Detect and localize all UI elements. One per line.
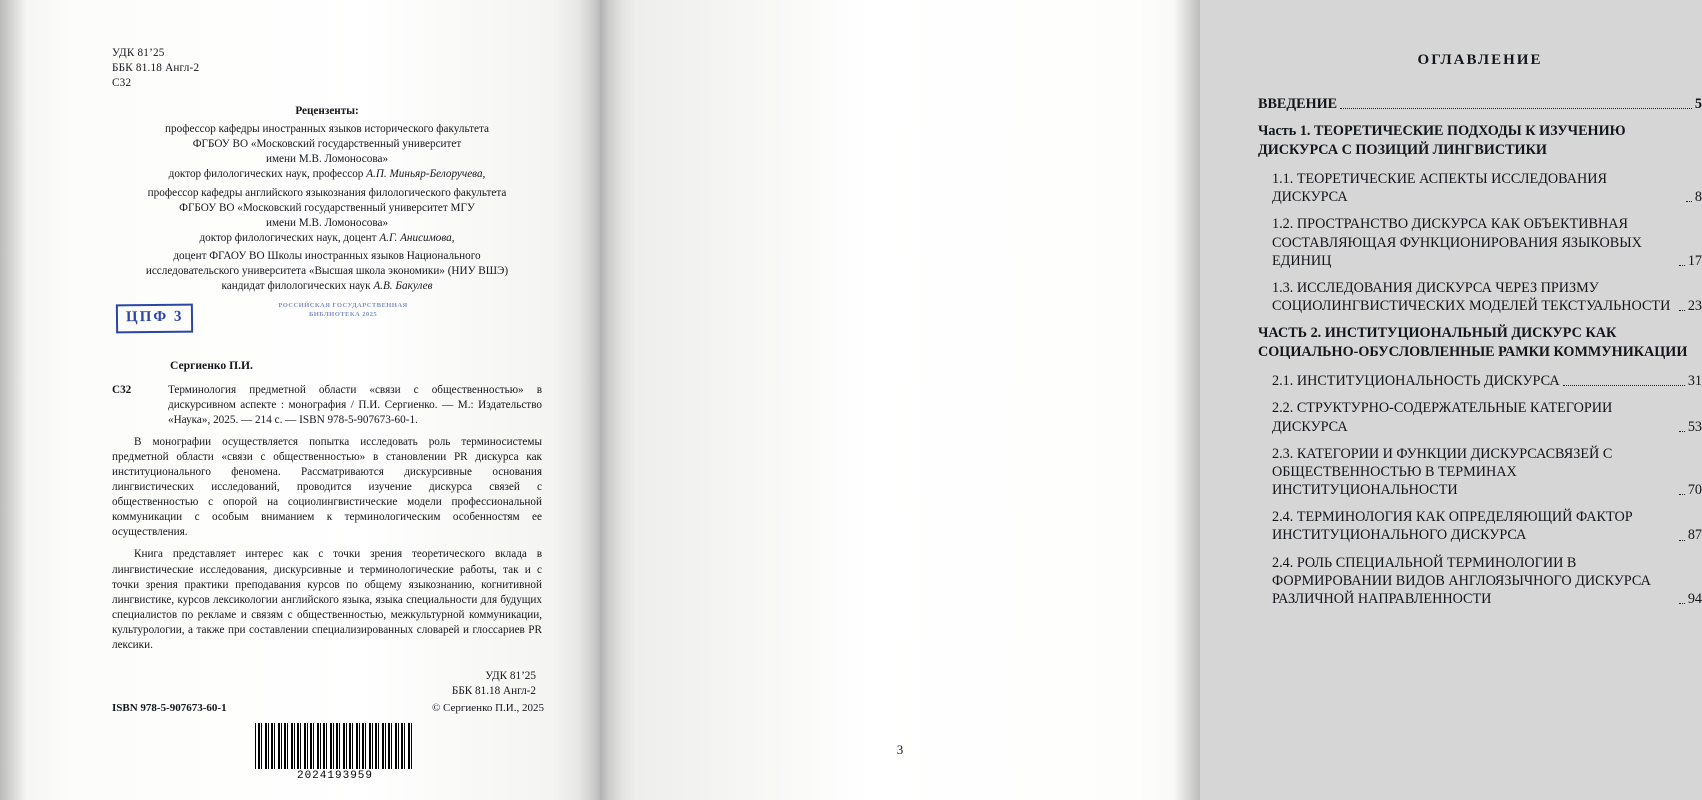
toc-entry-page: 53 — [1687, 418, 1702, 435]
toc-entry-page: 23 — [1687, 298, 1702, 315]
toc-entry-label: ВВЕДЕНИЕ — [1258, 96, 1338, 112]
toc-entry-page: 87 — [1687, 527, 1702, 544]
author-name: Сергиенко П.И. — [170, 359, 253, 373]
table-of-contents — [1258, 52, 1702, 617]
toc-entry-2-1[interactable] — [1258, 372, 1702, 390]
bibliographic-record — [112, 383, 542, 428]
toc-leader-dots — [1679, 430, 1685, 432]
bbk-code-bottom: ББК 81.18 Англ-2 — [451, 685, 536, 698]
reviewer-1 — [112, 122, 542, 182]
toc-entry-2-4[interactable] — [1258, 508, 1702, 544]
reviewers-heading: Рецензенты: — [295, 105, 359, 118]
toc-leader-dots — [1679, 264, 1685, 266]
reviewer-3-line-2: исследовательского университета «Высшая школа экономики» (НИУ ВШЭ) — [145, 265, 509, 278]
reviewer-3-line-1: доцент ФГАОУ ВО Школы иностранных языков Национального — [173, 250, 481, 262]
bbk-code: ББК 81.18 Англ-2 — [112, 61, 200, 74]
barcode-image — [255, 723, 413, 769]
catalog-code: С32 — [112, 76, 132, 89]
toc-entry-1-1[interactable] — [1258, 170, 1702, 206]
toc-entry-2-2[interactable] — [1258, 399, 1702, 435]
toc-entry-part-2[interactable]: ЧАСТЬ 2. ИНСТИТУЦИОНАЛЬНЫЙ ДИСКУРС КАК СОЦИАЛЬНО-ОБУСЛОВЛЕННЫЕ РАМКИ КОММУНИКАЦИИ — [1258, 325, 1688, 360]
toc-title: ОГЛАВЛЕНИЕ — [1417, 52, 1543, 68]
reviewer-2-degree-line — [112, 231, 542, 246]
toc-leader-dots — [1679, 309, 1685, 311]
reviewer-3-degree: кандидат филологических наук — [221, 280, 371, 293]
stamps-row — [112, 302, 542, 348]
reviewer-3-name: А.В. Бакулев — [373, 280, 433, 293]
library-round-stamp: РОССИЙСКАЯ ГОСУДАРСТВЕННАЯ БИБЛИОТЕКА 2025 — [278, 302, 408, 318]
right-page — [600, 0, 1702, 800]
record-code: С32 — [112, 383, 132, 396]
toc-leader-dots — [1686, 200, 1692, 202]
reviewer-2-line-2: ФГБОУ ВО «Московский государственный университет МГУ — [179, 201, 475, 214]
toc-entry-label: 2.4. РОЛЬ СПЕЦИАЛЬНОЙ ТЕРМИНОЛОГИИ В ФОРМИРОВАНИИ ВИДОВ АНГЛОЯЗЫЧНОГО ДИСКУРСА РАЗЛИЧНОЙ НАПРАВЛЕННОСТИ — [1272, 554, 1651, 607]
library-box-stamp: ЦПФ 3 — [116, 304, 194, 334]
page-folio: 3 — [896, 742, 904, 757]
reviewer-1-line-3: имени М.В. Ломоносова» — [265, 153, 389, 166]
toc-entry-label: 1.3. ИССЛЕДОВАНИЯ ДИСКУРСА ЧЕРЕЗ ПРИЗМУ СОЦИОЛИНГВИСТИЧЕСКИХ МОДЕЛЕЙ ТЕКСТУАЛЬНОСТИ — [1272, 279, 1671, 315]
toc-entry-2-5[interactable] — [1258, 554, 1702, 609]
toc-entry-introduction[interactable] — [1258, 95, 1702, 113]
reviewer-2 — [112, 186, 542, 246]
reviewer-3-degree-line — [112, 279, 542, 294]
toc-entry-page: 5 — [1694, 96, 1702, 112]
annotation-paragraph-2: Книга представляет интерес как с точки зрения теоретического вклада в лингвистические исследования, дискурсивные и терминологические работы, так и с точки зрения практики преподавания курсов по общему языкознанию, когнитивной лингвистике, курсов лексикологии английского языка, языка специальности для будущих специалистов по рекламе и связям с общественностью, межкультурной коммуникации, культурологии, а также при составлении специализированных словарей и глоссариев PR лексики. — [112, 548, 542, 652]
reviewer-2-line-3: имени М.В. Ломоносова» — [265, 216, 389, 229]
toc-entry-label: 2.1. ИНСТИТУЦИОНАЛЬНОСТЬ ДИСКУРСА — [1272, 373, 1560, 390]
reviewer-1-degree: доктор филологических наук, профессор — [168, 168, 364, 181]
toc-entry-label: 2.2. СТРУКТУРНО-СОДЕРЖАТЕЛЬНЫЕ КАТЕГОРИИ ДИСКУРСА — [1272, 400, 1613, 435]
udk-bbk-codes-top — [112, 46, 542, 90]
left-page — [0, 0, 600, 800]
isbn-text: ISBN 978-5-907673-60-1 — [112, 702, 227, 714]
annotation-paragraph-1: В монографии осуществляется попытка исследовать роль терминосистемы предметной области «связи с общественностью» в становлении PR дискурса как институционального феномена. Рассматриваются дискурсивные основания лингвистических исследований, проводится изучение дискурса связей с общественностью с опорой на социолингвистические модели профессиональной коммуникации с особым вниманием к терминологическим особенностям ее осуществления. — [112, 435, 542, 539]
toc-entry-page: 94 — [1687, 590, 1702, 607]
toc-entry-page: 17 — [1687, 252, 1702, 269]
reviewer-2-name: А.Г. Анисимова, — [379, 231, 455, 244]
reviewer-1-degree-line — [112, 167, 542, 182]
toc-leader-dots — [1679, 493, 1685, 495]
toc-entry-1-2[interactable] — [1258, 215, 1702, 270]
copyright-page-content — [112, 46, 542, 699]
udk-code-bottom: УДК 81’25 — [485, 670, 536, 683]
reviewer-2-line-1: профессор кафедры английского языкознания филологического факультета — [147, 186, 507, 199]
toc-entry-part-1[interactable]: Часть 1. ТЕОРЕТИЧЕСКИЕ ПОДХОДЫ К ИЗУЧЕНИЮ ДИСКУРСА С ПОЗИЦИЙ ЛИНГВИСТИКИ — [1258, 123, 1626, 158]
toc-leader-dots — [1679, 602, 1685, 604]
toc-entry-page: 31 — [1687, 373, 1702, 390]
reviewer-1-line-2: ФГБОУ ВО «Московский государственный университет — [192, 138, 462, 151]
toc-entry-label: 2.3. КАТЕГОРИИ И ФУНКЦИИ ДИСКУРСАСВЯЗЕЙ С ОБЩЕСТВЕННОСТЬЮ В ТЕРМИНАХ ИНСТИТУЦИОНАЛЬНОСТИ — [1272, 445, 1613, 499]
barcode-block — [255, 723, 415, 782]
toc-entry-page: 8 — [1694, 189, 1702, 206]
reviewer-3 — [112, 249, 542, 294]
reviewer-1-name: А.П. Миньяр-Белоручева, — [366, 168, 486, 181]
toc-leader-dots — [1679, 539, 1685, 541]
toc-entry-label: 2.4. ТЕРМИНОЛОГИЯ КАК ОПРЕДЕЛЯЮЩИЙ ФАКТОР ИНСТИТУЦИОНАЛЬНОГО ДИСКУРСА — [1272, 509, 1633, 544]
toc-entry-label: 1.2. ПРОСТРАНСТВО ДИСКУРСА КАК ОБЪЕКТИВНАЯ СОСТАВЛЯЮЩАЯ ФУНКЦИОНИРОВАНИЯ ЯЗЫКОВЫХ ЕДИНИЦ — [1272, 216, 1642, 269]
udk-bbk-codes-bottom — [112, 669, 542, 699]
udk-code: УДК 81’25 — [112, 47, 165, 59]
reviewer-1-line-1: профессор кафедры иностранных языков исторического факультета — [165, 123, 489, 136]
left-page-footer — [112, 702, 544, 714]
toc-entry-2-3[interactable] — [1258, 445, 1702, 500]
toc-leader-dots — [1340, 107, 1692, 109]
copyright-text: © Сергиенко П.И., 2025 — [431, 702, 544, 714]
toc-leader-dots — [1563, 384, 1685, 386]
barcode-number: 2024193959 — [296, 770, 373, 782]
reviewer-2-degree: доктор филологических наук, доцент — [199, 231, 377, 244]
toc-entry-1-3[interactable] — [1258, 279, 1702, 315]
toc-entry-label: 1.1. ТЕОРЕТИЧЕСКИЕ АСПЕКТЫ ИССЛЕДОВАНИЯ ДИСКУРСА — [1272, 171, 1607, 206]
record-text: Терминология предметной области «связи с общественностью» в дискурсивном аспекте : монография / П.И. Сергиенко. — М.: Издательство «Наука», 2025. — 214 с. — ISBN 978-5-907673-60-1. — [168, 383, 542, 426]
toc-entry-page: 70 — [1687, 482, 1702, 499]
